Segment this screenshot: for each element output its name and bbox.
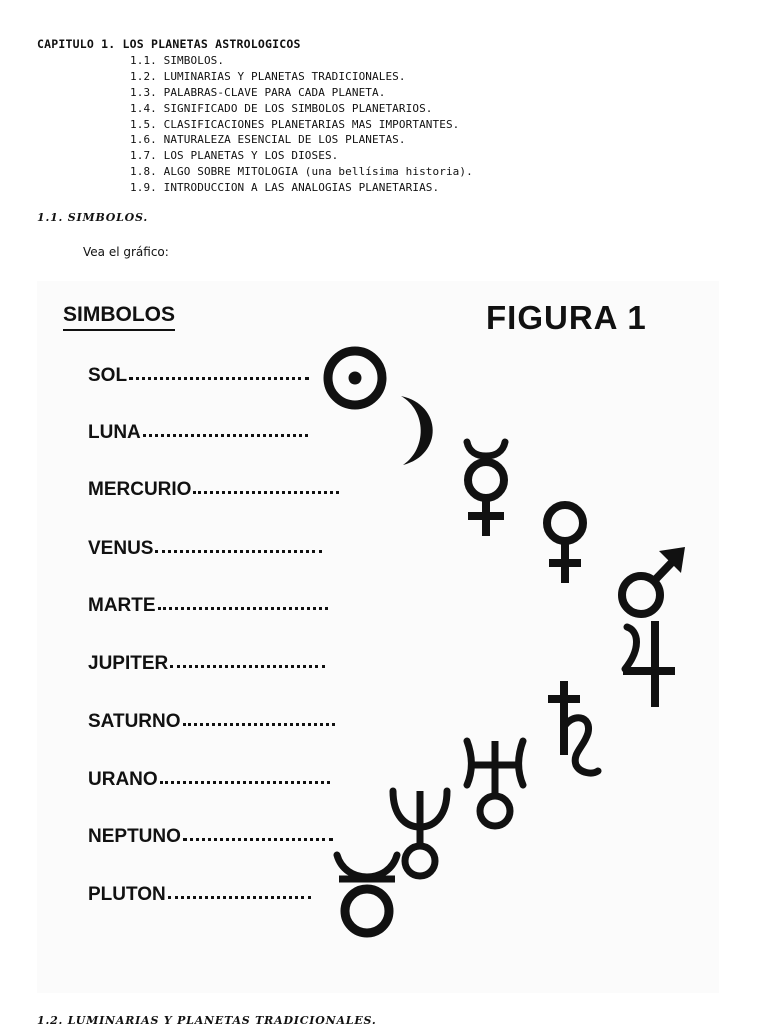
toc-item[interactable]: 1.3. PALABRAS-CLAVE PARA CADA PLANETA.	[130, 85, 386, 99]
toc-item[interactable]: 1.4. SIGNIFICADO DE LOS SIMBOLOS PLANETARIOS.	[130, 101, 433, 115]
toc-item[interactable]: 1.6. NATURALEZA ESENCIAL DE LOS PLANETAS.	[130, 133, 406, 147]
mercury-icon	[457, 436, 515, 540]
toc-item[interactable]: 1.9. INTRODUCCION A LAS ANALOGIAS PLANETARIAS.	[130, 181, 440, 195]
intro-text: Vea el gráfico:	[83, 245, 169, 259]
next-section-heading: 1.2. LUMINARIAS Y PLANETAS TRADICIONALES.	[37, 1014, 377, 1027]
planet-label: VENUS	[88, 538, 154, 559]
planet-label: PLUTON	[88, 884, 166, 905]
toc-item[interactable]: 1.5. CLASIFICACIONES PLANETARIAS MAS IMPORTANTES.	[130, 117, 460, 131]
toc-item[interactable]: 1.8. ALGO SOBRE MITOLOGIA (una bellísima historia).	[130, 165, 473, 179]
planet-label: URANO	[88, 769, 158, 790]
leader-dots	[129, 377, 309, 380]
leader-dots	[158, 607, 328, 610]
planet-label: SOL	[88, 365, 128, 386]
venus-icon	[539, 499, 591, 585]
moon-icon	[395, 393, 445, 467]
uranus-icon	[459, 737, 531, 833]
pluto-icon	[333, 849, 401, 941]
leader-dots	[168, 896, 311, 899]
planet-row-venus	[88, 536, 322, 562]
planet-label: MERCURIO	[88, 479, 192, 500]
toc-item[interactable]: 1.7. LOS PLANETAS Y LOS DIOSES.	[130, 149, 339, 163]
planet-row-sol	[88, 363, 309, 389]
sun-icon	[320, 343, 390, 413]
planet-label: LUNA	[88, 422, 141, 443]
planet-row-mercurio	[88, 477, 339, 503]
planet-row-jupiter	[88, 651, 325, 677]
leader-dots	[155, 550, 322, 553]
mars-icon	[615, 543, 689, 621]
figure-heading: SIMBOLOS	[63, 303, 175, 331]
figure-planet-symbols	[37, 281, 719, 993]
leader-dots	[160, 781, 330, 784]
leader-dots	[183, 838, 333, 841]
table-of-contents	[130, 53, 473, 196]
planet-row-pluton	[88, 882, 311, 908]
planet-label: JUPITER	[88, 653, 169, 674]
planet-label: MARTE	[88, 595, 156, 616]
leader-dots	[183, 723, 335, 726]
planet-row-neptuno	[88, 824, 333, 850]
chapter-title: CAPITULO 1. LOS PLANETAS ASTROLOGICOS	[37, 37, 301, 51]
toc-item[interactable]: 1.2. LUMINARIAS Y PLANETAS TRADICIONALES.	[130, 69, 406, 83]
planet-row-marte	[88, 593, 328, 619]
planet-row-luna	[88, 420, 308, 446]
jupiter-icon	[619, 619, 679, 711]
figure-title: FIGURA 1	[486, 299, 647, 336]
planet-label: NEPTUNO	[88, 826, 181, 847]
planet-row-saturno	[88, 709, 335, 735]
section-heading: 1.1. SIMBOLOS.	[37, 211, 149, 224]
leader-dots	[170, 665, 325, 668]
planet-label: SATURNO	[88, 711, 181, 732]
saturn-icon	[542, 679, 604, 779]
leader-dots	[193, 491, 339, 494]
toc-item[interactable]: 1.1. SIMBOLOS.	[130, 54, 225, 67]
planet-row-urano	[88, 767, 330, 793]
leader-dots	[143, 434, 308, 437]
